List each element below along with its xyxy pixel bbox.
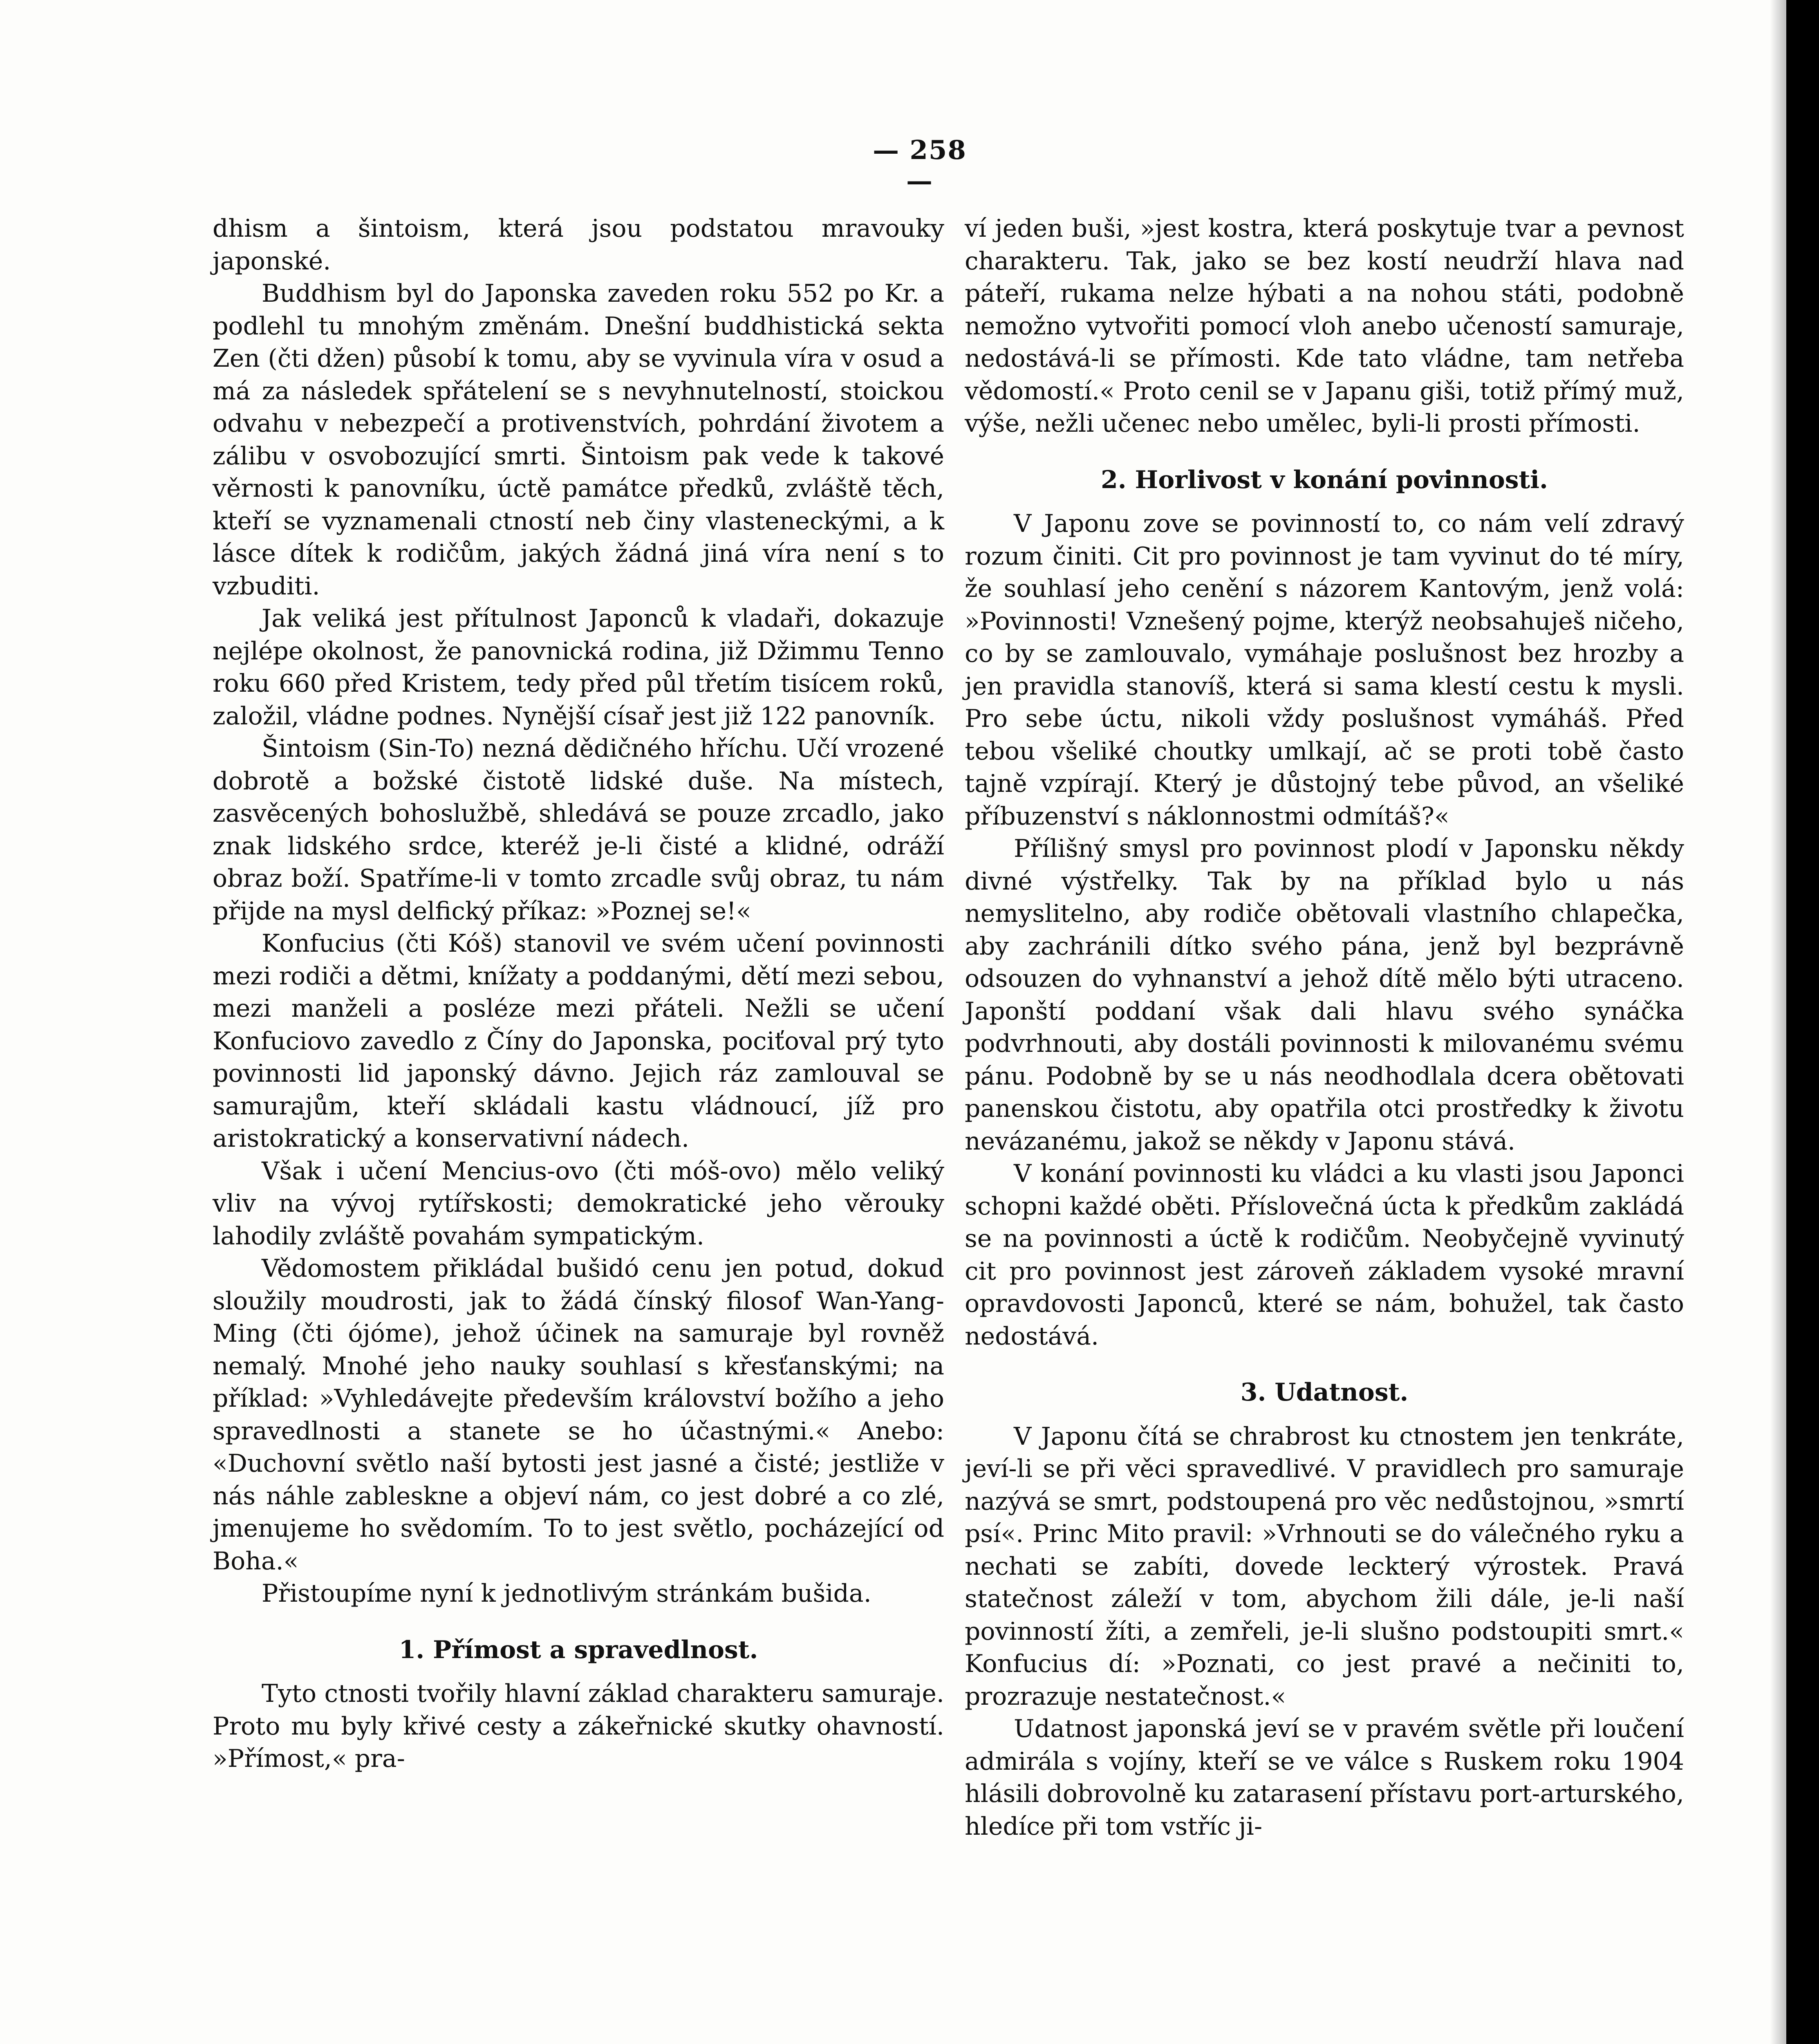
right-column — [965, 213, 1684, 1843]
section-heading: 2. Horlivost v konání povinnosti. — [1101, 465, 1548, 494]
left-column — [213, 213, 944, 1775]
paragraph: Buddhism byl do Japonska zaveden roku 552 po Kr. a podlehl tu mnohým změnám. Dnešní buddhistická sekta Zen (čti džen) působí k tomu, aby se vyvinula víra v osud a má za následek spřátelení se s nevyhnutelností, stoickou odvahu v nebezpečí a protivenstvích, pohrdání životem a zálibu v osvobozující smrti. Šintoism pak vede k takové věrnosti k panovníku, úctě památce předků, zvláště těch, kteří se vyznamenali ctností neb činy vlasteneckými, a k lásce dítek k rodičům, jakých žádná jiná víra není s to vzbuditi. — [213, 279, 944, 601]
paragraph: dhism a šintoism, která jsou podstatou mravouky japonské. — [213, 214, 944, 276]
paragraph: Konfucius (čti Kóš) stanovil ve svém učení povinnosti mezi rodiči a dětmi, knížaty a poddanými, dětí mezi sebou, mezi manželi a posléze mezi přáteli. Nežli se učení Konfuciovo zavedlo z Číny do Japonska, pociťoval prý tyto povinnosti lid japonský dávno. Jejich ráz zamlouval se samurajům, kteří skládali kastu vládnoucí, jíž pro aristokratický a konservativní nádech. — [213, 929, 944, 1153]
page-edge-shadow — [1770, 0, 1786, 2044]
paragraph: Přistoupíme nyní k jednotlivým stránkám bušida. — [262, 1579, 871, 1608]
paragraph: Jak veliká jest přítulnost Japonců k vladaři, dokazuje nejlépe okolnost, že panovnická rodina, již Džimmu Tenno roku 660 před Kristem, tedy před půl třetím tisícem roků, založil, vládne podnes. Nynější císař jest již 122 panovník. — [213, 604, 944, 731]
section-heading: 1. Přímost a spravedlnost. — [399, 1635, 758, 1664]
paragraph: ví jeden buši, »jest kostra, která poskytuje tvar a pevnost charakteru. Tak, jako se bez kostí neudrží hlava nad páteří, rukama nelze hýbati a na nohou státi, podobně nemožno vytvořiti pomocí vloh anebo učeností samuraje, nedostává-li se přímosti. Kde tato vládne, tam netřeba vědomostí.« Proto cenil se v Japanu giši, totiž přímý muž, výše, nežli učenec nebo umělec, byli-li prosti přímosti. — [965, 214, 1684, 438]
paragraph: Přílišný smysl pro povinnost plodí v Japonsku někdy divné výstřelky. Tak by na příklad bylo u nás nemyslitelno, aby rodiče obětovali vlastního chlapečka, aby zachránili dítko svého pána, jenž byl bezprávně odsouzen do vyhnanství a jehož dítě mělo býti utraceno. Japonští poddaní však dali hlavu svého synáčka podvrhnouti, aby dostáli povinnosti k milovanému svému pánu. Podobně by se u nás neodhodlala dcera obětovati panenskou čistotu, aby opatřila otci prostředky k životu nevázanému, jakož se někdy v Japonu stává. — [965, 834, 1684, 1156]
paragraph: Vědomostem přikládal bušidó cenu jen potud, dokud sloužily moudrosti, jak to žádá čínský filosof Wan-Yang-Ming (čti ójóme), jehož účinek na samuraje byl rovněž nemalý. Mnohé jeho nauky souhlasí s křesťanskými; na příklad: »Vyhledávejte především království božího a jeho spravedlnosti a stanete se ho účastnými.« Anebo: «Duchovní světlo naší bytosti jest jasné a čisté; jestliže v nás náhle zableskne a objeví nám, co jest dobré a co zlé, jmenujeme ho svědomím. To to jest světlo, pocházející od Boha.« — [213, 1254, 944, 1576]
paragraph: Šintoism (Sin-To) nezná dědičného hříchu. Učí vrozené dobrotě a božské čistotě lidské duše. Na místech, zasvěcených bohoslužbě, shledává se pouze zrcadlo, jako znak lidského srdce, kteréž je-li čisté a klidné, odráží obraz boží. Spatříme-li v tomto zrcadle svůj obraz, tu nám přijde na mysl delfický příkaz: »Poznej se!« — [213, 734, 944, 926]
scan-border — [1786, 0, 1819, 2044]
paragraph: V konání povinnosti ku vládci a ku vlasti jsou Japonci schopni každé oběti. Příslovečná úcta k předkům zakládá se na povinnosti a úctě k rodičům. Neobyčejně vyvinutý cit pro povinnost jest zároveň základem vysoké mravní opravdovosti Japonců, které se nám, bohužel, tak často nedostává. — [965, 1159, 1684, 1351]
paragraph: Udatnost japonská jeví se v pravém světle při loučení admirála s vojíny, kteří se ve válce s Ruskem roku 1904 hlásili dobrovolně ku zatarasení přístavu port-arturského, hledíce při tom vstříc ji- — [965, 1715, 1684, 1841]
section-heading: 3. Udatnost. — [1240, 1378, 1409, 1407]
page-number: — 258 — — [873, 135, 967, 196]
paragraph: V Japonu čítá se chrabrost ku ctnostem jen tenkráte, jeví-li se při věci spravedlivé. V pravidlech pro samuraje nazývá se smrt, podstoupená pro věc nedůstojnou, »smrtí psí«. Princ Mito pravil: »Vrhnouti se do válečného ryku a nechati se zabíti, dovede leckterý výrostek. Pravá statečnost záleží v tom, abychom žili dále, je-li naší povinností žíti, a zemřeli, je-li slušno podstoupiti smrt.« Konfucius dí: »Poznati, co jest pravé a nečiniti to, prozrazuje nestatečnost.« — [965, 1422, 1684, 1711]
paragraph: V Japonu zove se povinností to, co nám velí zdravý rozum činiti. Cit pro povinnost je tam vyvinut do té míry, že souhlasí jeho cenění s názorem Kantovým, jenž volá: »Povinnosti! Vznešený pojme, kterýž neobsahuješ ničeho, co by se zamlouvalo, vymáhaje poslušnost bez hrozby a jen pravidla stanovíš, která si sama klestí cestu k mysli. Pro sebe úctu, nikoli vždy poslušnost vymáháš. Před tebou všeliké choutky umlkají, ač se proti tobě často tajně vzpírají. Který je důstojný tebe původ, an všeliké příbuzenství s náklonnostmi odmítáš?« — [965, 509, 1684, 831]
paragraph: Však i učení Mencius-ovo (čti móš-ovo) mělo veliký vliv na vývoj rytířskosti; demokratické jeho věrouky lahodily zvláště povahám sympatickým. — [213, 1156, 944, 1251]
paragraph: Tyto ctnosti tvořily hlavní základ charakteru samuraje. Proto mu byly křivé cesty a zákeřnické skutky ohavností. »Přímost,« pra- — [213, 1679, 944, 1773]
